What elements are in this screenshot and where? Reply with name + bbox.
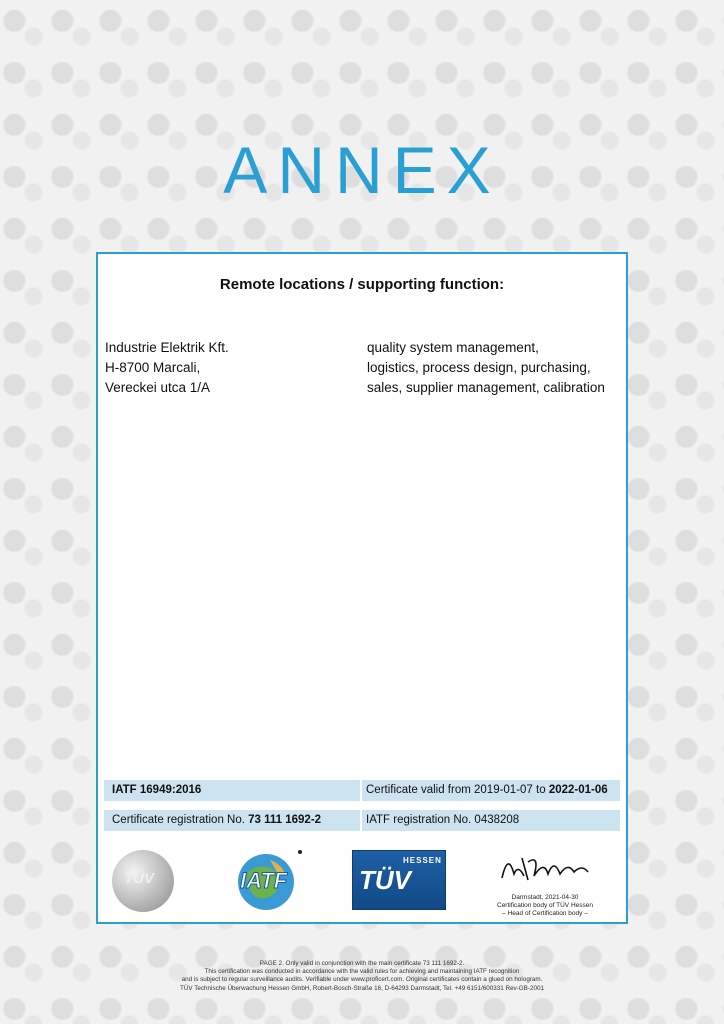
signature-caption: Darmstadt, 2021-04-30 Certification body of TÜV Hessen – Head of Certification body – (497, 894, 593, 917)
tuv-seal-icon: TÜV (112, 850, 174, 912)
footer-notes (0, 960, 724, 993)
function-line: logistics, process design, purchasing, (367, 360, 591, 375)
band-divider (360, 780, 362, 801)
standard-label: IATF 16949:2016 (112, 784, 202, 796)
standard-band (104, 780, 620, 801)
iatf-registration: IATF registration No. 0438208 (366, 814, 520, 826)
registration-band (104, 810, 620, 831)
footer-line: This certification was conducted in accordance with the valid rules for achieving and maintaining IATF recognition (204, 968, 520, 976)
footer-line: PAGE 2. Only valid in conjunction with the main certificate 73 111 1692-2. (259, 960, 465, 967)
signature-icon (488, 846, 618, 886)
iatf-logo-icon (226, 842, 308, 914)
address-block (105, 338, 229, 398)
certificate-registration: Certificate registration No. 73 111 1692-2 (112, 814, 322, 826)
logo-row (98, 842, 626, 922)
address-line: Vereckei utca 1/A (105, 380, 211, 395)
function-line: quality system management, (367, 340, 539, 355)
annex-panel (96, 252, 628, 924)
validity-label: Certificate valid from 2019-01-07 to 2022-01-06 (366, 784, 608, 796)
functions-block (367, 338, 605, 398)
band-divider (360, 810, 362, 831)
svg-text:IATF: IATF (240, 868, 288, 893)
footer-line: and is subject to regular surveillance audits. Verifiable under www.proficert.com. Original certificates contain a glued on hologram. (181, 976, 543, 984)
section-heading: Remote locations / supporting function: (219, 276, 505, 293)
address-line: H-8700 Marcali, (105, 360, 201, 375)
address-line: Industrie Elektrik Kft. (105, 340, 229, 355)
footer-line: TÜV Technische Überwachung Hessen GmbH, Robert-Bosch-Straße 16, D-64293 Darmstadt, Tel. +49 6151/600331 Rev-GB-2001 (180, 984, 544, 992)
tuv-hessen-logo-icon: HESSEN TÜV (352, 850, 446, 910)
function-line: sales, supplier management, calibration (367, 380, 605, 395)
page-title: ANNEX (223, 133, 501, 207)
